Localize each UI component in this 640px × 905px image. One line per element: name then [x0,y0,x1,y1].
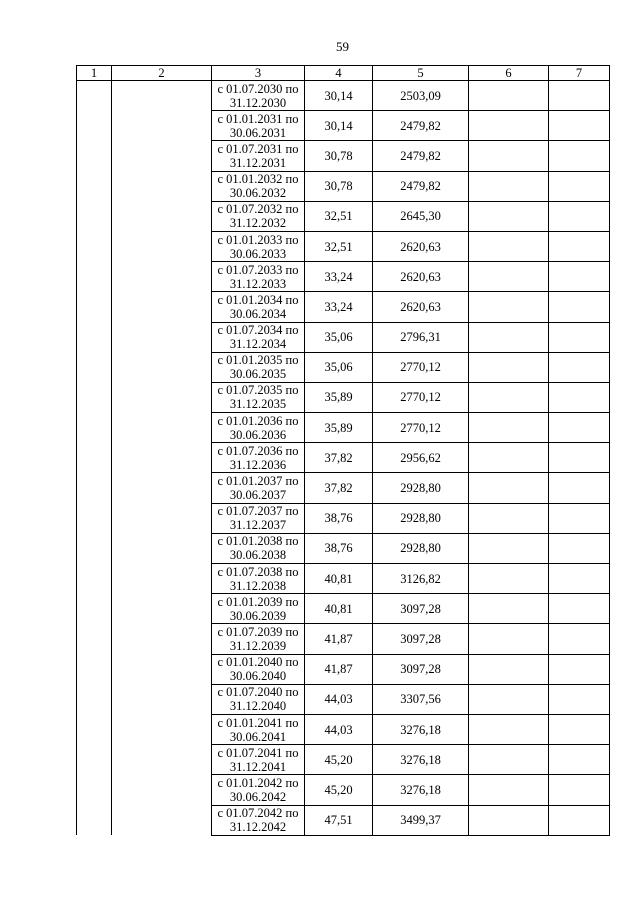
col5-value: 2770,12 [373,413,469,443]
col4-value: 44,03 [305,684,373,714]
col4-value: 45,20 [305,745,373,775]
col7-value [549,262,610,292]
col6-value [469,684,549,714]
col7-value [549,322,610,352]
period-cell: с 01.01.2041 по 30.06.2041 [212,714,305,744]
col7-value [549,594,610,624]
col7-value [549,684,610,714]
page-number: 59 [336,39,349,54]
col6-value [469,352,549,382]
table-header [77,66,610,81]
period-cell: с 01.01.2033 по 30.06.2033 [212,231,305,261]
col6-value [469,201,549,231]
col5-value: 2645,30 [373,201,469,231]
col4-value: 32,51 [305,231,373,261]
col5-value: 2770,12 [373,382,469,412]
col4-value: 35,89 [305,413,373,443]
period-cell: с 01.07.2039 по 31.12.2039 [212,624,305,654]
col4-value: 38,76 [305,533,373,563]
col6-value [469,714,549,744]
header-row [77,66,610,81]
col6-value [469,624,549,654]
col7-value [549,231,610,261]
table-row [77,81,610,111]
col5-value: 2479,82 [373,171,469,201]
col5-value: 2956,62 [373,443,469,473]
period-cell: с 01.01.2038 по 30.06.2038 [212,533,305,563]
col7-value [549,201,610,231]
col7-value [549,473,610,503]
col7-value [549,714,610,744]
header-col-1: 1 [77,66,112,81]
col7-value [549,171,610,201]
header-col-3: 3 [212,66,305,81]
col7-value [549,745,610,775]
col6-value [469,503,549,533]
col4-value: 32,51 [305,201,373,231]
period-cell: с 01.01.2035 по 30.06.2035 [212,352,305,382]
col5-value: 2479,82 [373,111,469,141]
period-cell: с 01.01.2036 по 30.06.2036 [212,413,305,443]
period-cell: с 01.01.2031 по 30.06.2031 [212,111,305,141]
col5-value: 2770,12 [373,352,469,382]
col4-value: 33,24 [305,292,373,322]
col-1-merged [77,81,112,836]
col4-value: 40,81 [305,594,373,624]
period-cell: с 01.01.2040 по 30.06.2040 [212,654,305,684]
col7-value [549,81,610,111]
col7-value [549,382,610,412]
period-cell: с 01.07.2034 по 31.12.2034 [212,322,305,352]
col7-value [549,564,610,594]
col7-value [549,141,610,171]
col4-value: 35,06 [305,322,373,352]
period-cell: с 01.07.2032 по 31.12.2032 [212,201,305,231]
col4-value: 35,89 [305,382,373,412]
col7-value [549,292,610,322]
col5-value: 3499,37 [373,805,469,835]
col6-value [469,564,549,594]
col6-value [469,443,549,473]
col4-value: 30,14 [305,111,373,141]
col5-value: 3126,82 [373,564,469,594]
col4-value: 38,76 [305,503,373,533]
col7-value [549,503,610,533]
col6-value [469,473,549,503]
period-cell: с 01.01.2034 по 30.06.2034 [212,292,305,322]
col6-value [469,775,549,805]
col5-value: 3276,18 [373,775,469,805]
col6-value [469,654,549,684]
period-cell: с 01.07.2033 по 31.12.2033 [212,262,305,292]
period-cell: с 01.07.2038 по 31.12.2038 [212,564,305,594]
col7-value [549,111,610,141]
col4-value: 45,20 [305,775,373,805]
col4-value: 40,81 [305,564,373,594]
col4-value: 35,06 [305,352,373,382]
col7-value [549,352,610,382]
col6-value [469,805,549,835]
col6-value [469,171,549,201]
col5-value: 3097,28 [373,624,469,654]
header-col-6: 6 [469,66,549,81]
col4-value: 33,24 [305,262,373,292]
period-cell: с 01.07.2030 по 31.12.2030 [212,81,305,111]
col6-value [469,262,549,292]
col7-value [549,805,610,835]
col4-value: 30,78 [305,171,373,201]
period-cell: с 01.01.2039 по 30.06.2039 [212,594,305,624]
col5-value: 3276,18 [373,714,469,744]
col6-value [469,111,549,141]
period-cell: с 01.01.2042 по 30.06.2042 [212,775,305,805]
col7-value [549,775,610,805]
period-cell: с 01.01.2032 по 30.06.2032 [212,171,305,201]
period-cell: с 01.07.2037 по 31.12.2037 [212,503,305,533]
period-cell: с 01.07.2036 по 31.12.2036 [212,443,305,473]
col4-value: 30,78 [305,141,373,171]
col-2-merged [112,81,212,836]
col6-value [469,141,549,171]
col7-value [549,533,610,563]
col4-value: 44,03 [305,714,373,744]
col7-value [549,624,610,654]
col4-value: 30,14 [305,81,373,111]
col5-value: 2620,63 [373,262,469,292]
col6-value [469,322,549,352]
col7-value [549,654,610,684]
col6-value [469,382,549,412]
col6-value [469,292,549,322]
period-cell: с 01.07.2040 по 31.12.2040 [212,684,305,714]
col6-value [469,81,549,111]
col5-value: 2479,82 [373,141,469,171]
col5-value: 3276,18 [373,745,469,775]
period-cell: с 01.01.2037 по 30.06.2037 [212,473,305,503]
col5-value: 3097,28 [373,594,469,624]
col5-value: 2928,80 [373,473,469,503]
col4-value: 41,87 [305,654,373,684]
col7-value [549,443,610,473]
col5-value: 2620,63 [373,231,469,261]
col5-value: 2503,09 [373,81,469,111]
period-cell: с 01.07.2035 по 31.12.2035 [212,382,305,412]
col5-value: 3097,28 [373,654,469,684]
col6-value [469,533,549,563]
col5-value: 2928,80 [373,533,469,563]
col5-value: 2796,31 [373,322,469,352]
col6-value [469,745,549,775]
header-col-5: 5 [373,66,469,81]
header-col-7: 7 [549,66,610,81]
period-cell: с 01.07.2042 по 31.12.2042 [212,805,305,835]
table-body [77,81,610,836]
period-cell: с 01.07.2041 по 31.12.2041 [212,745,305,775]
col5-value: 2620,63 [373,292,469,322]
col6-value [469,594,549,624]
col7-value [549,413,610,443]
col4-value: 37,82 [305,443,373,473]
header-col-4: 4 [305,66,373,81]
col4-value: 37,82 [305,473,373,503]
col4-value: 41,87 [305,624,373,654]
tariff-table [76,65,610,836]
period-cell: с 01.07.2031 по 31.12.2031 [212,141,305,171]
header-col-2: 2 [112,66,212,81]
col6-value [469,413,549,443]
col5-value: 3307,56 [373,684,469,714]
col5-value: 2928,80 [373,503,469,533]
col4-value: 47,51 [305,805,373,835]
col6-value [469,231,549,261]
